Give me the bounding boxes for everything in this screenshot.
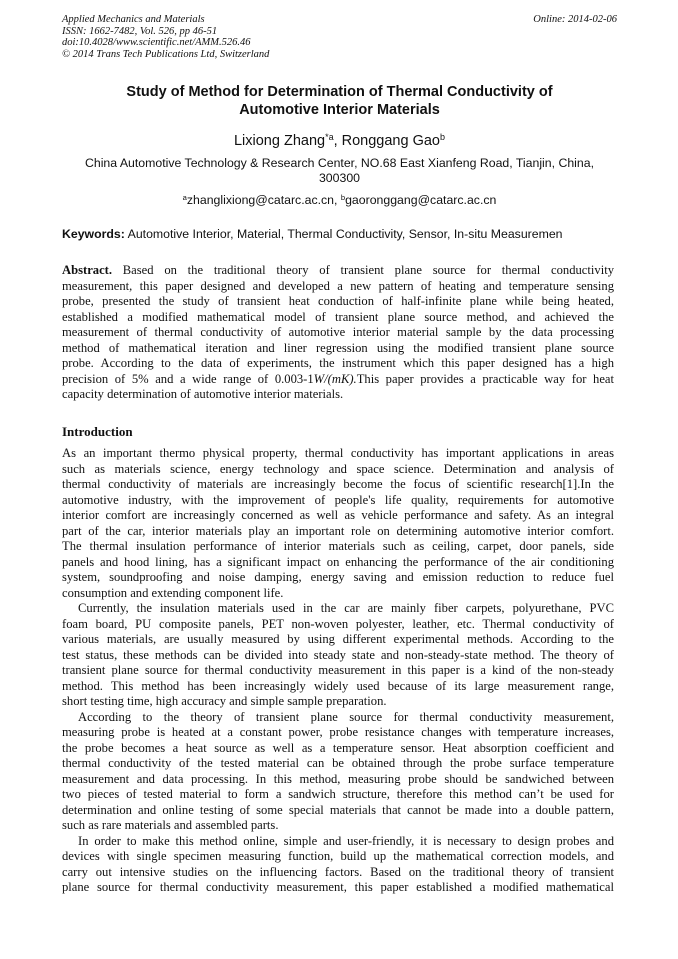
body-line: devices with single specimen measuring function, build up the mathematical correction models, and: [62, 849, 614, 863]
body-line: the probe becomes a heat source as well as a temperature sensor. Heat absorption coefficient and: [62, 740, 614, 755]
body-line: In order to make this method online, simple and user-friendly, it is necessary to design probes and: [78, 833, 614, 848]
body-line: thermal conductivity of the tested material can be obtained through the probe surface temperature: [62, 756, 614, 770]
body-line: automotive industry, with the improvement of people's life quality, requirements for automotive: [62, 492, 614, 507]
abstract-line: probe, presented the study of transient heat conduction of half-infinite plane while being heated,: [62, 294, 614, 308]
email-link[interactable]: gaoronggang@catarc.ac.cn: [345, 193, 497, 207]
paper-title: [62, 83, 617, 119]
abstract-line: Abstract. Based on the traditional theory of transient plane source for thermal conductivity: [62, 263, 614, 277]
abstract: [62, 263, 614, 403]
abstract-line: probe. According to the data of experiments, the instrument which this paper designed has a high: [62, 356, 614, 370]
body-line: measuring probe is heated at a constant power, probe resistance changes with temperature increases,: [62, 725, 614, 739]
author-name: Ronggang Gao: [341, 133, 440, 149]
body-line: system, soundproofing and noise damping, energy saving and emission reduction to reduce fuel: [62, 570, 614, 584]
author-name: Lixiong Zhang: [233, 133, 326, 149]
body-line: test status, these methods can be divided into steady state and non-steady-state method. The theory of: [62, 647, 614, 662]
author-superscript: b: [440, 132, 445, 143]
title-line: Automotive Interior Materials: [239, 102, 440, 118]
body-line: such as rare materials and assembled parts.: [62, 818, 279, 832]
section-heading-introduction: Introduction: [62, 424, 133, 439]
body-line: panels and hood lining, has a significant impact on enhancing the performance of the air conditioning: [62, 554, 614, 569]
journal-header: [62, 14, 617, 60]
body-line: such as materials science, energy technology and space science. Determination and analysis of: [62, 461, 614, 476]
email-link[interactable]: zhanglixiong@catarc.ac.cn,: [186, 193, 341, 207]
online-date: Online: 2014-02-06: [533, 14, 617, 25]
author-separator: ,: [333, 133, 342, 149]
abstract-line: measurement of thermal conductivity of automotive interior material sample by the data processing: [62, 325, 614, 339]
body-line: thermal conductivity of materials are increasingly become the focus of scientific research[1].In the: [62, 477, 614, 491]
body-line: As an important thermo physical property, thermal conductivity has important applications in areas: [62, 446, 614, 460]
email-superscript: b: [340, 192, 346, 202]
body-line: part of the car, interior materials play an important role on determining automotive interior comfort.: [62, 523, 614, 538]
introduction-body: [62, 446, 614, 896]
body-line: carry out intensive studies on the influencing factors. Based on the traditional theory of transient: [62, 864, 614, 879]
journal-name: Applied Mechanics and Materials: [62, 14, 205, 25]
body-line: plane source for thermal conductivity measurement, this paper established a modified mathematical: [62, 880, 614, 894]
author-superscript: *a: [325, 132, 334, 143]
affiliation-line: 300300: [318, 170, 361, 185]
body-line: consumption and extending component life.: [62, 585, 284, 600]
body-line: determination and online testing of some special materials that cannot be made into a double pattern,: [62, 802, 614, 817]
body-line: short testing time, high accuracy and simple sample preparation.: [62, 694, 387, 708]
affiliation-line: China Automotive Technology & Research Center, NO.68 East Xianfeng Road, Tianjin, China,: [84, 156, 595, 170]
body-line: The thermal insulation performance of interior materials such as ceiling, carpet, door panels, side: [62, 539, 614, 553]
body-line: method. This method has been increasingly widely used because of its large measurement range,: [62, 678, 614, 693]
body-line: foam board, PU composite panels, PET non-woven polyester, leather, etc. Thermal conductivity of: [62, 616, 614, 631]
abstract-line: established a modified mathematical model of transient plane source method, and achieved the: [62, 309, 614, 324]
author-emails: [62, 193, 617, 207]
doi-line: doi:10.4028/www.scientific.net/AMM.526.46: [62, 37, 251, 48]
unit-text: W/(mK).: [313, 371, 357, 386]
keywords-label: Keywords:: [62, 227, 125, 241]
body-line: transient plane source for thermal conductivity measurement in this paper is a kind of the non-steady: [62, 663, 614, 677]
body-line: Currently, the insulation materials used in the car are mainly fiber carpets, polyurethane, PVC: [78, 601, 614, 615]
keywords: [62, 227, 622, 241]
abstract-line: capacity determination of automotive interior materials.: [62, 387, 344, 401]
abstract-label: Abstract.: [62, 263, 113, 277]
author-list: [62, 132, 617, 150]
abstract-line: precision of 5% and a wide range of 0.003-1W/(mK).This paper provides a practicable way for heat: [62, 371, 614, 386]
abstract-line: method of mathematical iteration and liner regression using the modified transient plane source: [62, 340, 614, 355]
body-line: measurement and data processing. In this method, measuring probe should be sandwiched between: [62, 771, 614, 786]
affiliation: [62, 156, 617, 185]
email-superscript: a: [182, 192, 187, 202]
issn-line: ISSN: 1662-7482, Vol. 526, pp 46-51: [62, 25, 218, 37]
copyright-line: © 2014 Trans Tech Publications Ltd, Switzerland: [62, 48, 270, 60]
abstract-line: measurement, this paper designed and developed a new pattern of heating and temperature sensing: [62, 278, 614, 293]
body-line: two pieces of tested material to form a sandwich structure, therefore this method can’t be used for: [62, 787, 614, 801]
title-line: Study of Method for Determination of Thermal Conductivity of: [126, 84, 553, 100]
body-line: According to the theory of transient plane source for thermal conductivity measurement,: [78, 709, 614, 724]
body-line: various materials, are usually measured by using different experimental methods. According to the: [62, 632, 614, 646]
body-line: interior comfort are increasingly concerned as well as vehicle performance and safety. As an integral: [62, 508, 614, 522]
keywords-text: Automotive Interior, Material, Thermal Conductivity, Sensor, In-situ Measuremen: [124, 227, 563, 241]
